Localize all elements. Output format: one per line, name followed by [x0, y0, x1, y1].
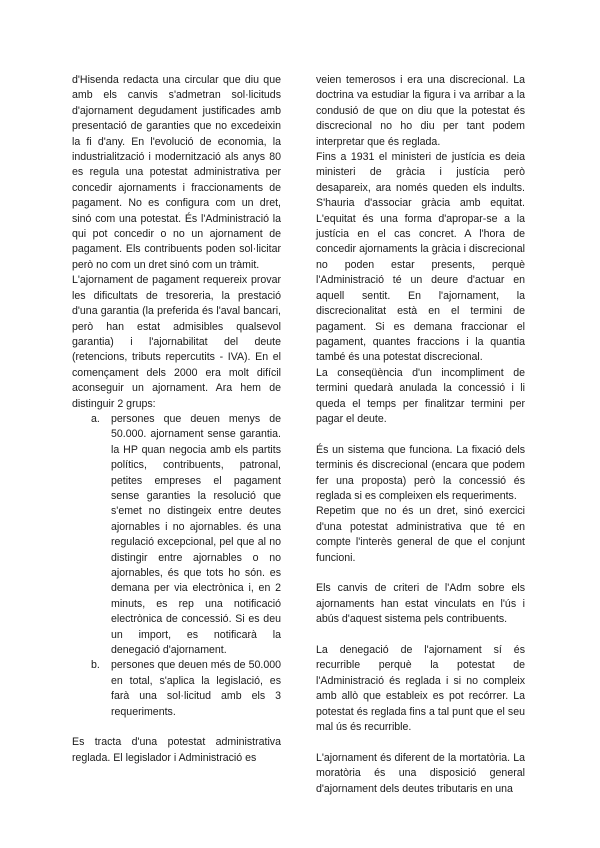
group-list [72, 412, 281, 720]
paragraph-gap [316, 427, 525, 442]
paragraph-gap [72, 720, 281, 735]
list-item [72, 412, 281, 659]
left-column [72, 73, 281, 766]
paragraph-gap [316, 566, 525, 581]
paragraph: La denegació de l'ajornament sí és recurrible perquè la potestat de l'Administració és reglada i si no compleix amb allò que estableix es pot recórrer. La potestat és reglada fins a tal punt que el seu mal ús és recurrible. [316, 643, 525, 734]
paragraph-gap [316, 628, 525, 643]
paragraph: La conseqüència d'un incompliment de termini quedarà anulada la concessió i li queda el temps per finalitzar termini per pagar el deute. [316, 366, 525, 425]
list-item-text: persones que deuen menys de 50.000. ajornament sense garantia. la HP quan negocia amb els partits polítics, contribuents, patronal, petites empreses el pagament sense garanties la resolució que s'emet no distingeix entre deutes ajornables i no ajornables. és una regulació excepcional, pel que al no distingir entre ajornables o no ajornables, és que tots ho són. es demana per via electrònica i, en 2 minuts, es rep una notificació electrònica de concessió. Si es deu un import, es notificarà la denegació d'ajornament. [111, 412, 281, 657]
paragraph: L'ajornament és diferent de la mortatòria. La moratòria és una disposició general d'ajornament dels deutes tributaris en una [316, 751, 525, 795]
paragraph: Repetim que no és un dret, sinó exercici d'una potestat administrativa que té en compte l'interès general de que el conjunt funcioni. [316, 505, 525, 564]
paragraph: d'Hisenda redacta una circular que diu que amb els canvis s'admetran sol·licituds d'ajornament degudament justificades amb presentació de garanties que no excedeixin la fi d'any. En l'evolució de economia, la industrialització i modernització als anys 80 es regula una potestat administrativa per concedir ajornaments i fraccionaments de pagament. No es configura com un dret, sinó com una potestat. És l'Administració la qui pot concedir o no un ajornament de pagament. Els contribuents poden sol·licitar però no com un dret sinó com un tràmit. [72, 74, 281, 271]
paragraph-gap [316, 735, 525, 750]
paragraph: L'ajornament de pagament requereix provar les dificultats de tresoreria, la prestació d'una garantia (la preferida és l'aval bancari, però han estat admisibles qualsevol garantia) i l'ajornabilitat del deute (retencions, tributs repercutits - IVA). En el començament dels 2000 era molt difícil aconseguir un ajornament. Ara hem de distinguir 2 grups: [72, 274, 281, 410]
list-item-text: persones que deuen més de 50.000 en total, s'aplica la legislació, es farà una sol·licitud amb els 3 requeriments. [111, 659, 281, 718]
list-item [72, 658, 281, 720]
paragraph: veien temerosos i era una discrecional. La doctrina va estudiar la figura i va arribar a la condusió de que on diu que la potestat és discrecional no ho diu per tant podem interpretar que és reglada. [316, 74, 525, 148]
paragraph: Els canvis de criteri de l'Adm sobre els ajornaments han estat vinculats en l'ús i abús d'aquest sistema pels contribuents. [316, 582, 525, 626]
list-marker: a. [91, 412, 100, 425]
paragraph: Fins a 1931 el ministeri de justícia es deia ministeri de gràcia i justícia però desapareix, ara només queden els indults. S'hauria d'associar gràcia amb equitat. L'equitat és una forma d'apropar-se a la justícia en el cas concret. A l'hora de concedir ajornaments la gràcia i discrecional no poden estar presents, perquè l'Administració té un deure d'actuar en aquell sentit. En l'ajornament, la discrecionalitat està en el termini de pagament. Si es demana fraccionar el pagament, quantes fraccions i la quantia també és una potestat discrecional. [316, 151, 525, 364]
paragraph: És un sistema que funciona. La fixació dels terminis és discrecional (encara que podem fer una proposta) però la concessió és reglada si es compleixen els requeriments. [316, 443, 525, 502]
paragraph: Es tracta d'una potestat administrativa reglada. El legislador i Administració es [72, 736, 281, 764]
right-column [316, 73, 525, 797]
list-marker: b. [91, 659, 100, 672]
